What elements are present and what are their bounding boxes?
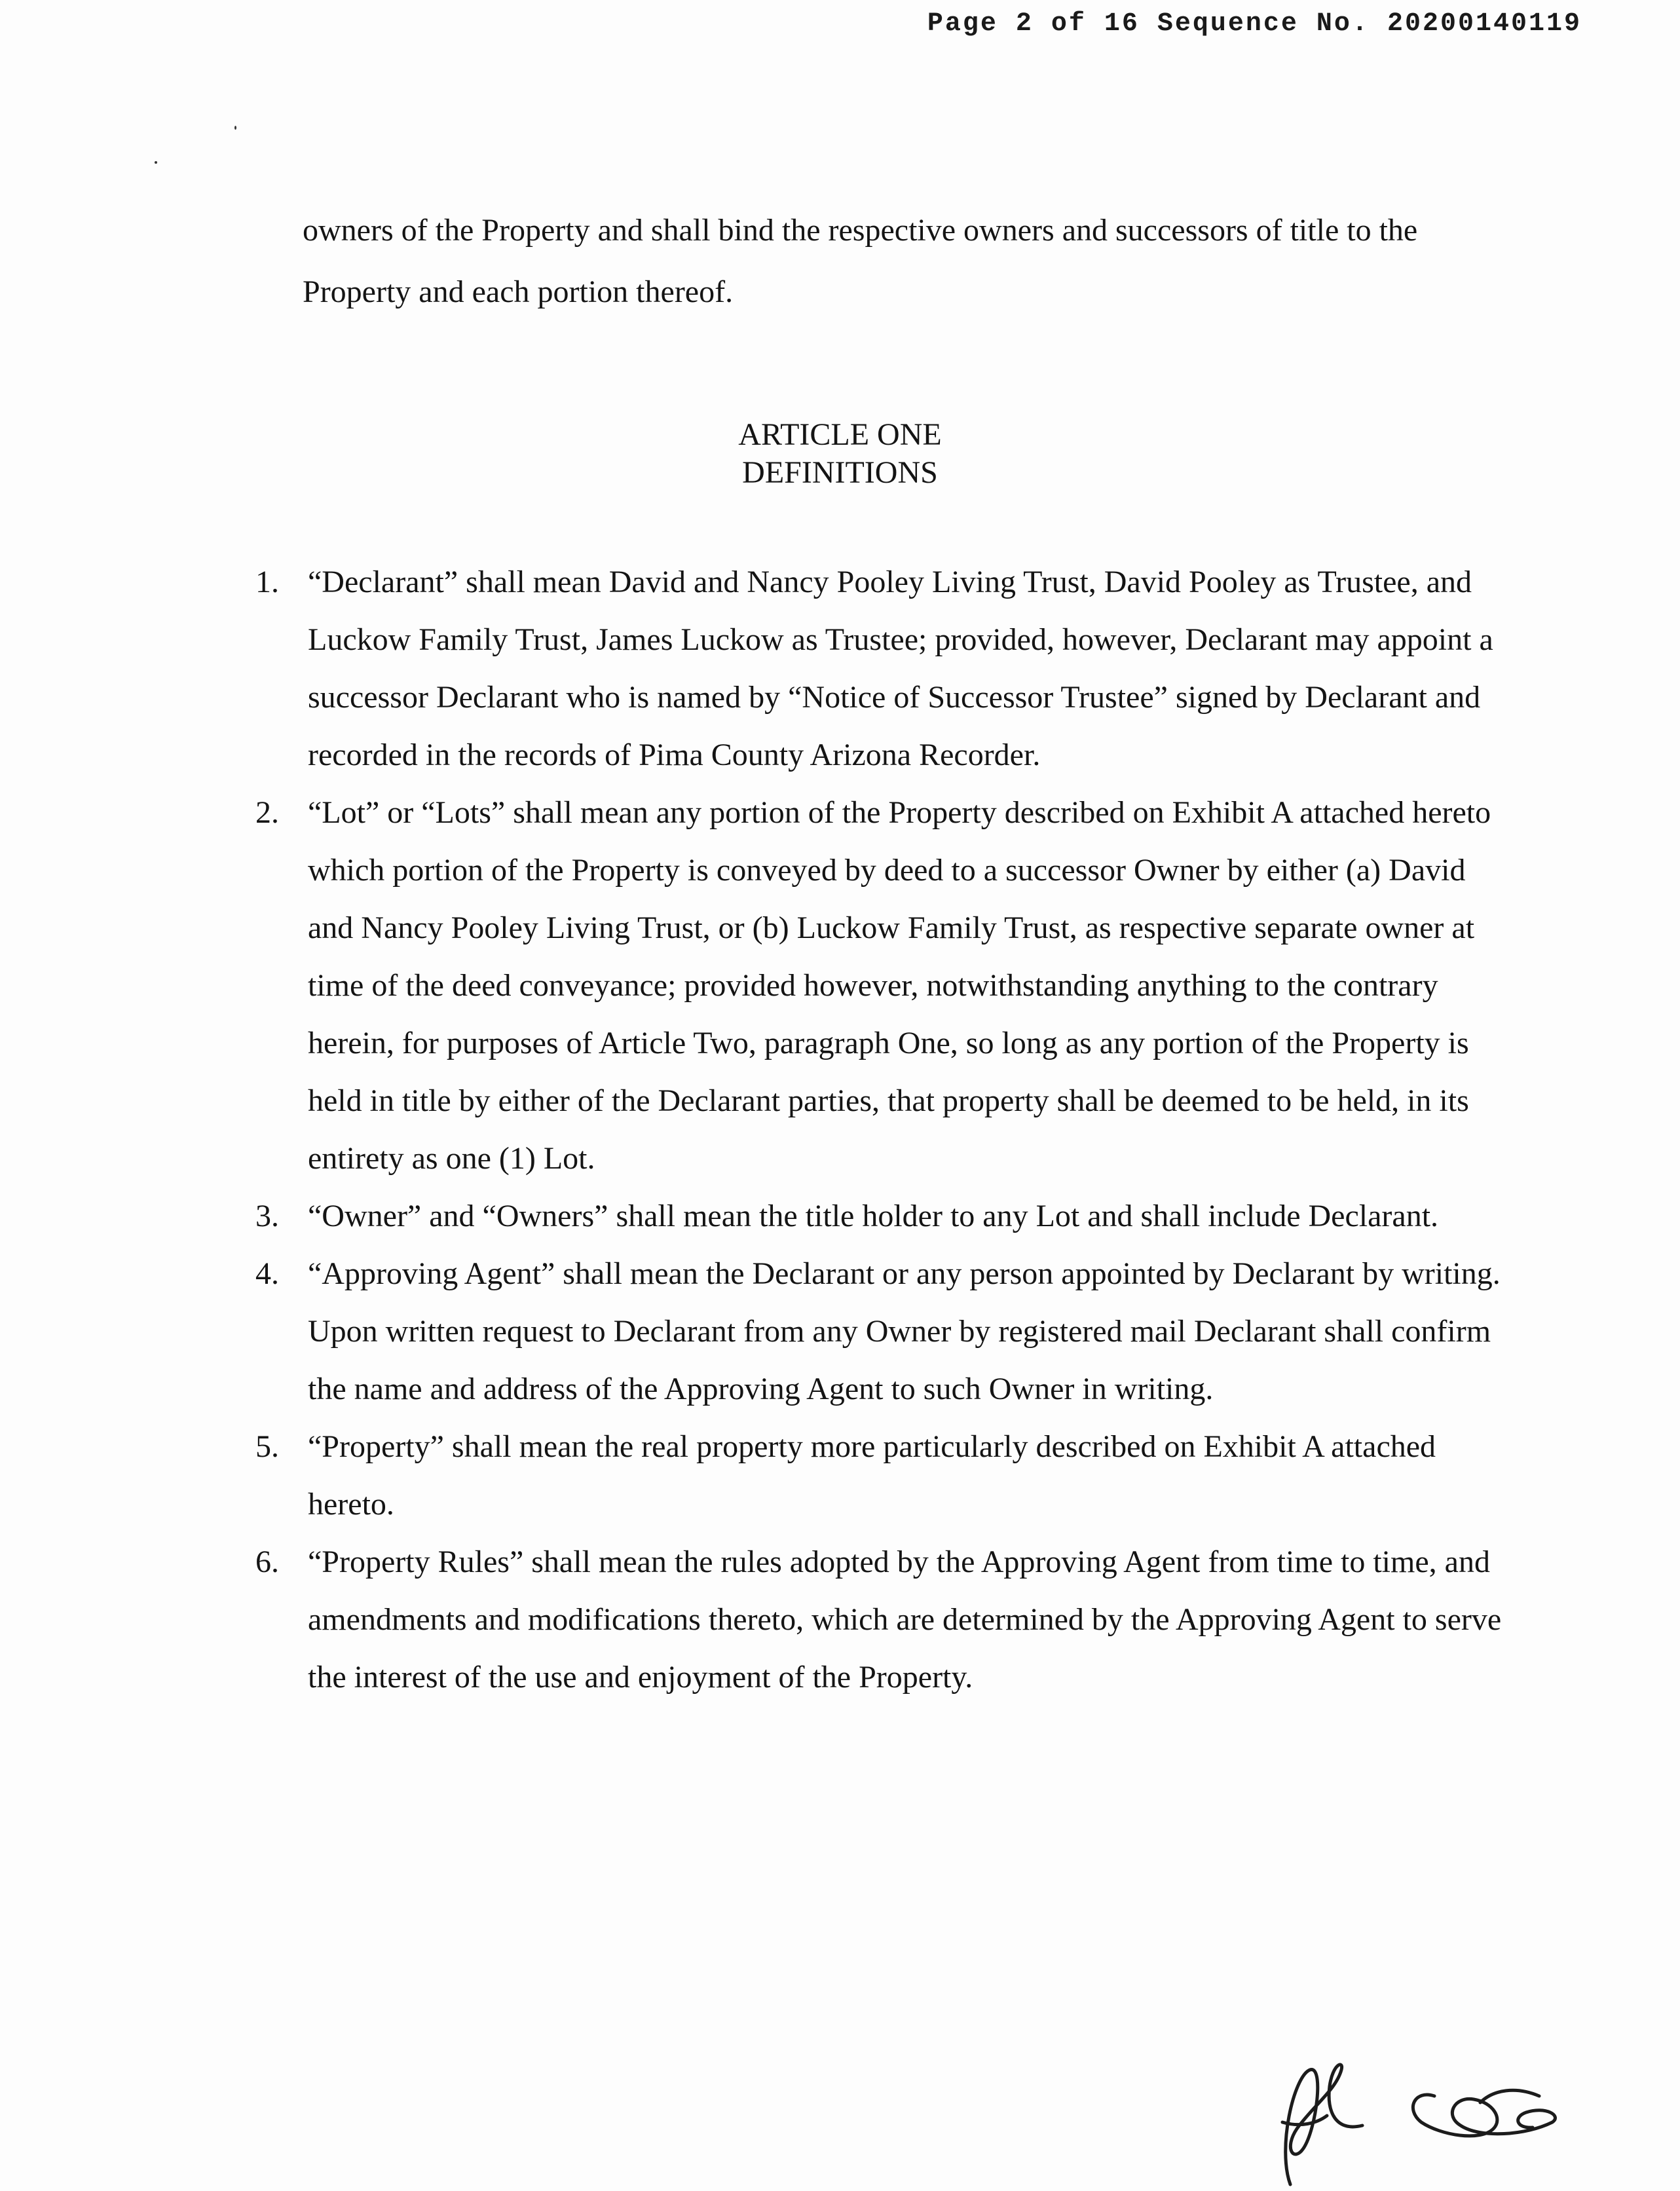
definition-item (255, 1418, 1506, 1533)
definition-item (255, 1245, 1506, 1418)
definition-number: 3. (255, 1199, 279, 1233)
definition-item (255, 553, 1506, 784)
scan-speck (155, 161, 157, 164)
definition-text: “Lot” or “Lots” shall mean any portion of the Property described on Exhibit A attached hereto which portion of the Property is conveyed by deed to a successor Owner by either (a) David and Nancy Pooley Living Trust, or (b) Luckow Family Trust, as respective separate owner at time of the deed conveyance; provided however, notwithstanding anything to the contrary herein, for purposes of Article Two, paragraph One, so long as any portion of the Property is held in title by either of the Declarant parties, that property shall be deemed to be held, in its entirety as one (1) Lot. (308, 795, 1491, 1176)
definitions-list (255, 553, 1506, 1706)
handwritten-initials-signature (1264, 2050, 1605, 2191)
definition-text: “Property Rules” shall mean the rules adopted by the Approving Agent from time to time, and amendments and modifications thereto, which are determined by the Approving Agent to serve the interest of the use and enjoyment of the Property. (308, 1545, 1502, 1695)
definition-text: “Property” shall mean the real property more particularly described on Exhibit A attached hereto. (308, 1429, 1436, 1522)
definition-number: 4. (255, 1256, 279, 1291)
article-heading (0, 416, 1680, 492)
definition-number: 2. (255, 795, 279, 830)
definition-number: 1. (255, 565, 279, 599)
continued-paragraph: owners of the Property and shall bind the respective owners and successors of title to the Property and each portion thereof. (303, 213, 1418, 309)
definition-item (255, 1533, 1506, 1706)
definition-number: 6. (255, 1545, 279, 1579)
recording-stamp: Page 2 of 16 Sequence No. 20200140119 (927, 9, 1582, 39)
definition-text: “Declarant” shall mean David and Nancy Pooley Living Trust, David Pooley as Trustee, and Luckow Family Trust, James Luckow as Trustee; provided, however, Declarant may appoint a successor Declarant who is named by “Notice of Successor Trustee” signed by Declarant and recorded in the records of Pima County Arizona Recorder. (308, 565, 1493, 772)
definition-text: “Approving Agent” shall mean the Declarant or any person appointed by Declarant by writing. Upon written request to Declarant from any Owner by registered mail Declarant shall confirm the name and address of the Approving Agent to such Owner in writing. (308, 1256, 1501, 1406)
definition-text: “Owner” and “Owners” shall mean the title holder to any Lot and shall include Declarant. (308, 1199, 1439, 1233)
article-title: DEFINITIONS (742, 455, 938, 490)
definition-item (255, 784, 1506, 1188)
scan-speck (234, 126, 236, 130)
definition-item (255, 1188, 1506, 1245)
article-number: ARTICLE ONE (738, 417, 942, 452)
definition-number: 5. (255, 1429, 279, 1464)
